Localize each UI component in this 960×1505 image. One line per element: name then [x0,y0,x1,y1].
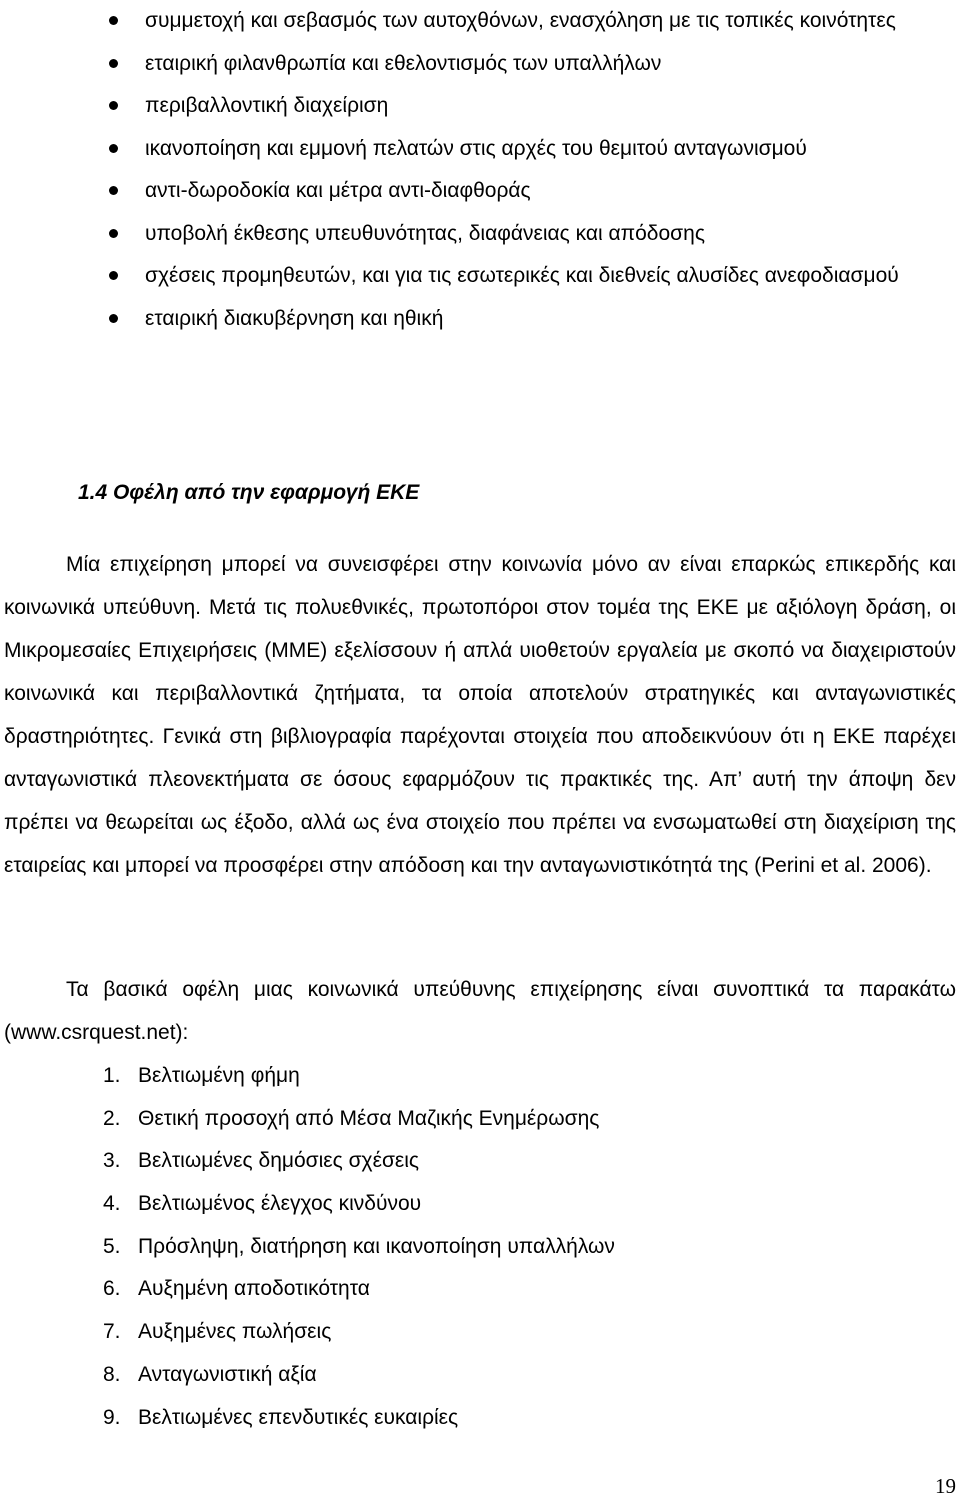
bullet-item: ικανοποίηση και εμμονή πελατών στις αρχές του θεμιτού ανταγωνισμού [0,128,960,171]
bullet-item: εταιρική φιλανθρωπία και εθελοντισμός των υπαλλήλων [0,43,960,86]
list-item-number: 2. [103,1106,121,1130]
list-item-number: 7. [103,1320,121,1344]
list-item-text: Βελτιωμένες επενδυτικές ευκαιρίες [138,1405,459,1429]
bullet-item: συμμετοχή και σεβασμός των αυτοχθόνων, ενασχόληση με τις τοπικές κοινότητες [0,0,960,43]
list-item-text: Βελτιωμένες δημόσιες σχέσεις [138,1149,420,1173]
list-item-text: Ανταγωνιστική αξία [138,1362,317,1386]
list-item-number: 8. [103,1362,121,1386]
bullet-item: σχέσεις προμηθευτών, και για τις εσωτερικές και διεθνείς αλυσίδες ανεφοδιασμού [0,255,960,298]
bullet-item: περιβαλλοντική διαχείριση [0,85,960,128]
bullet-list [0,0,960,340]
list-item-number: 9. [103,1405,121,1429]
list-item-number: 3. [103,1149,121,1173]
list-item-number: 6. [103,1277,121,1301]
list-item-text: Αυξημένες πωλήσεις [138,1320,332,1344]
section-heading: 1.4 Οφέλη από την εφαρμογή ΕΚΕ [78,481,420,504]
bullet-item: εταιρική διακυβέρνηση και ηθική [0,298,960,341]
body-paragraph: Μία επιχείρηση μπορεί να συνεισφέρει στην κοινωνία μόνο αν είναι επαρκώς επικερδής και κοινωνικά υπεύθυνη. Μετά τις πολυεθνικές, πρωτοπόροι στον τομέα της ΕΚΕ με αξιόλογη δράση, οι Μικρομεσαίες Επιχειρήσεις (ΜΜΕ) εξελίσσουν ή απλά υιοθετούν εργαλεία με σκοπό να διαχειριστούν κοινωνικά και περιβαλλοντικά ζητήματα, τα οποία αποτελούν στρατηγικές και ανταγωνιστικές δραστηριότητες. Γενικά στη βιβλιογραφία παρέχονται στοιχεία που αποδεικνύουν ότι η ΕΚΕ παρέχει ανταγωνιστικά πλεονεκτήματα σε όσους εφαρμόζουν τις πρακτικές της. Απ’ αυτή την άποψη δεν πρέπει να θεωρείται ως έξοδο, αλλά ως ένα στοιχείο που πρέπει να ενσωματωθεί στη διαχείριση της εταιρείας και μπορεί να προσφέρει στην απόδοση και την ανταγωνιστικότητά της (Perini et al. 2006). [4,553,956,877]
list-item-text: Βελτιωμένος έλεγχος κινδύνου [138,1192,422,1216]
body-paragraph: Τα βασικά οφέλη μιας κοινωνικά υπεύθυνης επιχείρησης είναι συνοπτικά τα παρακάτω (www.csrquest.net): [4,978,956,1044]
list-item-text: Αυξημένη αποδοτικότητα [138,1277,370,1301]
list-item-number: 1. [103,1064,121,1087]
list-item-number: 4. [103,1192,121,1216]
list-item-text: Βελτιωμένη φήμη [138,1064,300,1087]
list-item-text: Θετική προσοχή από Μέσα Μαζικής Ενημέρωσης [138,1106,600,1130]
bullet-item: αντι-δωροδοκία και μέτρα αντι-διαφθοράς [0,170,960,213]
page-number: 19 [935,1474,956,1498]
list-item-text: Πρόσληψη, διατήρηση και ικανοποίηση υπαλλήλων [138,1234,615,1258]
bullet-item: υποβολή έκθεσης υπευθυνότητας, διαφάνειας και απόδοσης [0,213,960,256]
list-item-number: 5. [103,1234,121,1258]
